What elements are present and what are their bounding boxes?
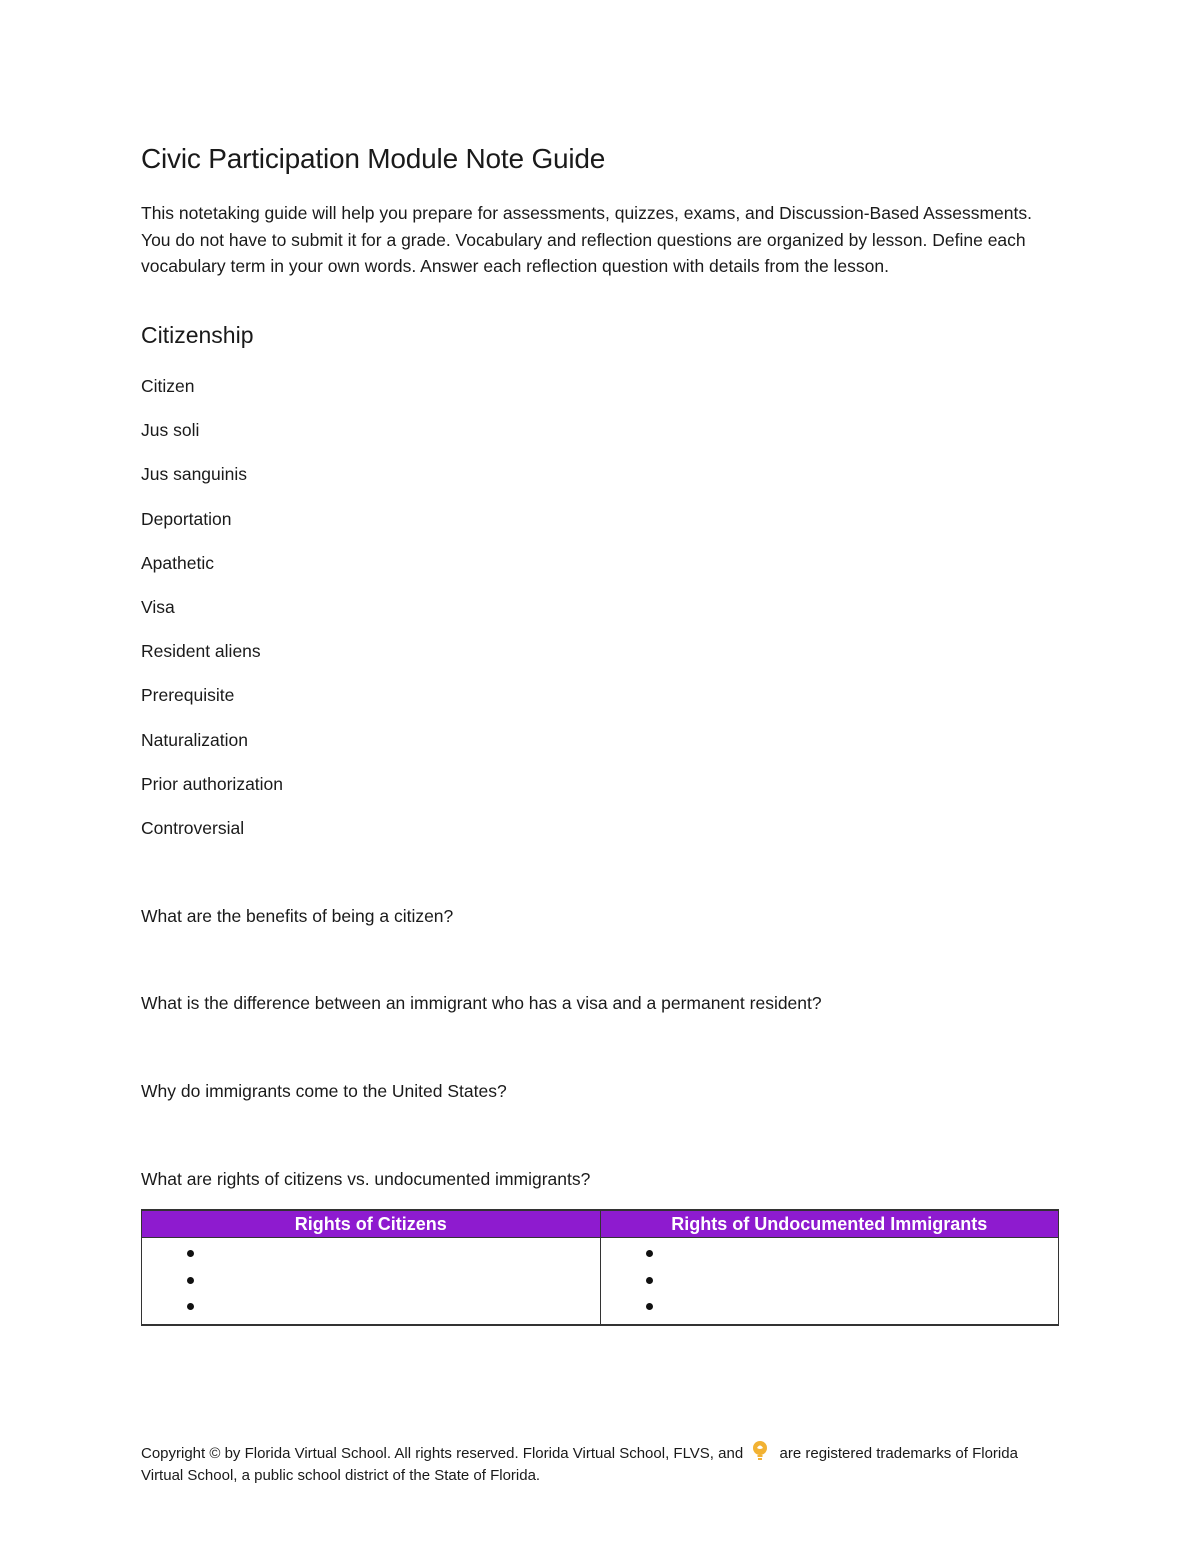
vocab-term: Jus soli <box>141 420 200 441</box>
footer-text-end: are registered trademarks of Florida Virtual School, a public school district of the State of Florida. <box>141 1445 1018 1484</box>
reflection-question: Why do immigrants come to the United States? <box>141 1081 507 1101</box>
table-header-row <box>142 1210 1059 1238</box>
section-heading: Citizenship <box>141 322 254 348</box>
citizens-rights-cell[interactable] <box>142 1238 601 1325</box>
vocab-term: Apathetic <box>141 552 214 573</box>
bullet-point[interactable] <box>142 1293 600 1320</box>
bullet-point[interactable] <box>601 1267 1059 1294</box>
vocab-term: Citizen <box>141 376 195 396</box>
bullet-point[interactable] <box>142 1267 600 1294</box>
vocab-term: Jus sanguinis <box>141 464 248 485</box>
reflection-question: What are the benefits of being a citizen? <box>141 906 454 926</box>
reflection-question: What are rights of citizens vs. undocumented immigrants? <box>141 1169 591 1189</box>
vocab-term: Resident aliens <box>141 641 261 662</box>
intro-paragraph: This notetaking guide will help you prepare for assessments, quizzes, exams, and Discussion-Based Assessments. You do not have to submit it for a grade. Vocabulary and reflection questions are organized by lesson. Define each vocabulary term in your own words. Answer each reflection question with details from the lesson. <box>141 203 1032 276</box>
vocab-term: Deportation <box>141 508 232 529</box>
vocab-term: Naturalization <box>141 729 248 750</box>
header-rights-of-citizens: Rights of Citizens <box>142 1210 601 1238</box>
bullet-list <box>142 1240 600 1320</box>
copyright-footer <box>141 1440 1041 1487</box>
vocab-term: Visa <box>141 596 175 617</box>
document-title: Civic Participation Module Note Guide <box>141 143 606 174</box>
reflection-question: What is the difference between an immigrant who has a visa and a permanent resident? <box>141 993 822 1013</box>
rights-comparison-table <box>141 1209 1059 1326</box>
bullet-list <box>601 1240 1059 1320</box>
header-rights-of-undocumented-immigrants: Rights of Undocumented Immigrants <box>600 1210 1059 1238</box>
vocabulary-list <box>141 374 283 860</box>
table-row <box>142 1238 1059 1325</box>
vocab-term: Controversial <box>141 817 245 838</box>
bullet-point[interactable] <box>142 1240 600 1267</box>
undocumented-rights-cell[interactable] <box>600 1238 1059 1325</box>
bullet-point[interactable] <box>601 1293 1059 1320</box>
vocab-term: Prior authorization <box>141 773 284 794</box>
bullet-point[interactable] <box>601 1240 1059 1267</box>
vocab-term: Prerequisite <box>141 685 235 706</box>
footer-text-start: Copyright © by Florida Virtual School. All rights reserved. Florida Virtual School, FLVS, and <box>141 1445 744 1462</box>
flvs-logo-icon <box>749 1440 771 1462</box>
